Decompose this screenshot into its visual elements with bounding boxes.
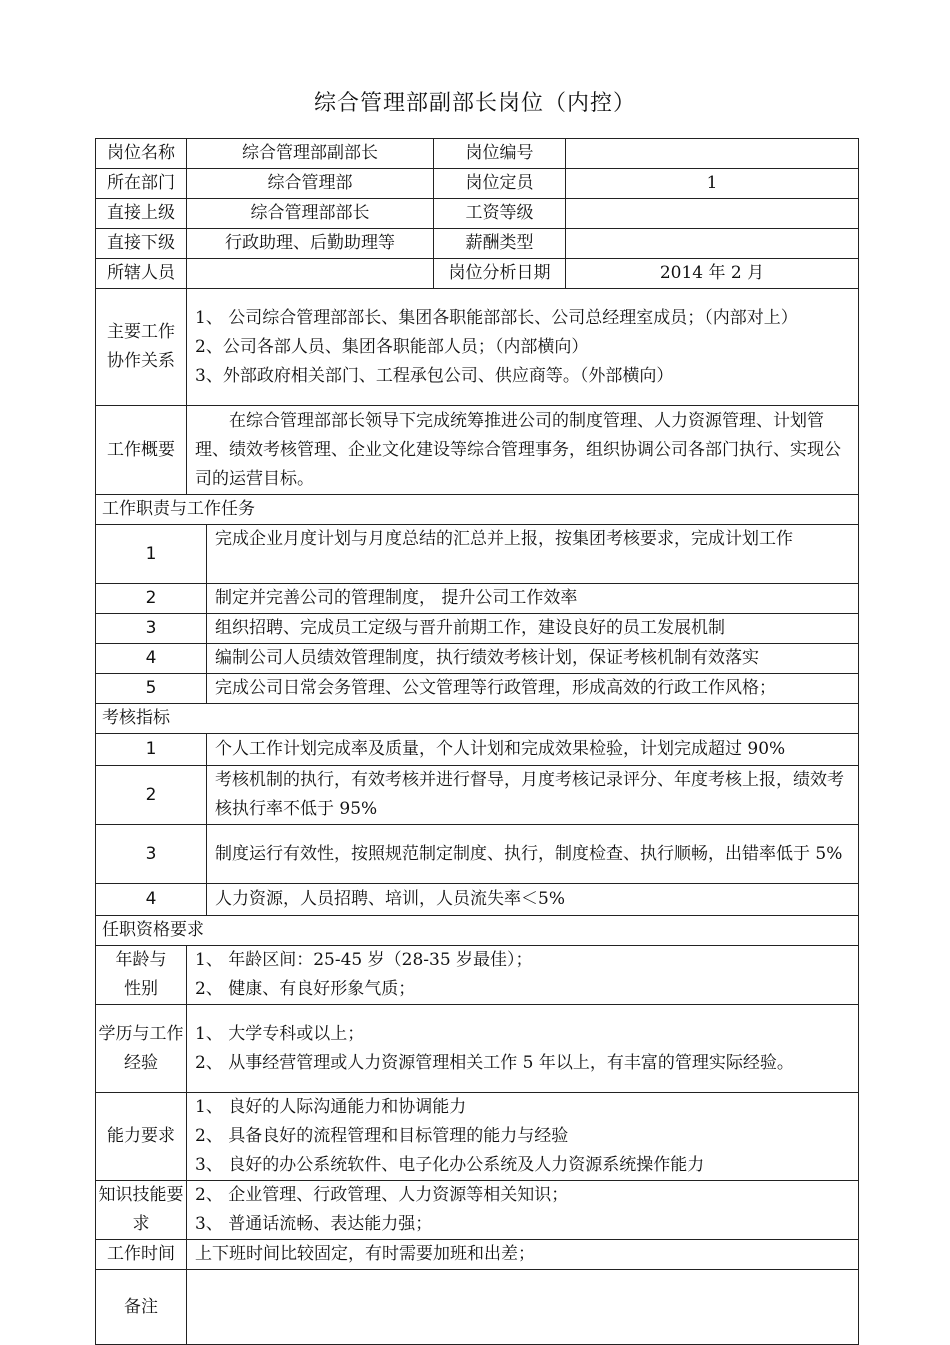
duty-number: 3	[96, 614, 207, 644]
section-title: 任职资格要求	[96, 916, 859, 946]
duty-number: 4	[96, 644, 207, 674]
qualification-content	[187, 1093, 859, 1181]
info-row-department	[96, 169, 859, 199]
info-label: 所在部门	[96, 169, 187, 199]
qualification-text: 上下班时间比较固定，有时需要加班和出差；	[187, 1240, 859, 1270]
info-label: 直接上级	[96, 199, 187, 229]
duty-number: 1	[96, 525, 207, 584]
overview-label: 工作概要	[96, 406, 187, 495]
info-value: 综合管理部副部长	[187, 139, 434, 169]
duty-text: 编制公司人员绩效管理制度，执行绩效考核计划，保证考核机制有效落实	[207, 644, 859, 674]
qualification-item: 3、 普通话流畅、表达能力强；	[195, 1214, 433, 1234]
qualification-item: 2、 健康、有良好形象气质；	[195, 979, 416, 999]
qualification-item: 2、 从事经营管理或人力资源管理相关工作 5 年以上，有丰富的管理实际经验。	[195, 1052, 794, 1073]
remark-row	[96, 1270, 859, 1345]
duty-text: 制定并完善公司的管理制度， 提升公司工作效率	[207, 584, 859, 614]
kpi-text: 人力资源，人员招聘、培训，人员流失率＜5%	[207, 884, 859, 916]
qualification-education-row	[96, 1005, 859, 1093]
duty-row	[96, 525, 859, 584]
qualification-content	[187, 1005, 859, 1093]
cooperation-label: 主要工作 协作关系	[96, 289, 187, 406]
kpi-row	[96, 884, 859, 916]
qualification-item: 2、 企业管理、行政管理、人力资源等相关知识；	[195, 1185, 569, 1205]
duty-text: 组织招聘、完成员工定级与晋升前期工作，建设良好的员工发展机制	[207, 614, 859, 644]
kpi-row	[96, 766, 859, 825]
kpi-number: 4	[96, 884, 207, 916]
qualification-label: 能力要求	[96, 1093, 187, 1181]
qualification-item: 1、 年龄区间：25-45 岁（28-35 岁最佳）；	[195, 950, 533, 970]
section-title: 工作职责与工作任务	[96, 495, 859, 525]
cooperation-item: 2、公司各部人员、集团各职能部人员；（内部横向）	[195, 336, 589, 357]
info-value: 综合管理部	[187, 169, 434, 199]
qualification-worktime-row	[96, 1240, 859, 1270]
info-label: 岗位定员	[434, 169, 566, 199]
qualification-knowledge-row	[96, 1181, 859, 1240]
cooperation-item: 1、 公司综合管理部部长、集团各职能部部长、公司总经理室成员；（内部对上）	[195, 307, 798, 328]
info-row-staff	[96, 259, 859, 289]
info-value: 行政助理、后勤助理等	[187, 229, 434, 259]
qualification-content	[187, 946, 859, 1005]
remark-text	[187, 1270, 859, 1345]
qualification-label: 知识技能要 求	[96, 1181, 187, 1240]
info-value	[566, 139, 859, 169]
qualification-item: 2、 具备良好的流程管理和目标管理的能力与经验	[195, 1126, 569, 1146]
info-value	[566, 199, 859, 229]
info-label: 岗位名称	[96, 139, 187, 169]
cooperation-row	[96, 289, 859, 406]
duty-row	[96, 584, 859, 614]
kpi-row	[96, 734, 859, 766]
duty-text: 完成企业月度计划与月度总结的汇总并上报，按集团考核要求，完成计划工作	[207, 525, 859, 584]
kpi-number: 3	[96, 825, 207, 884]
info-row-subordinate	[96, 229, 859, 259]
duty-row	[96, 644, 859, 674]
duty-number: 5	[96, 674, 207, 704]
kpi-row	[96, 825, 859, 884]
duty-row	[96, 614, 859, 644]
remark-label: 备注	[96, 1270, 187, 1345]
info-value: 1	[566, 169, 859, 199]
kpi-number: 2	[96, 766, 207, 825]
qualification-item: 1、 良好的人际沟通能力和协调能力	[195, 1097, 467, 1117]
qualification-label: 学历与工作 经验	[96, 1005, 187, 1093]
kpi-number: 1	[96, 734, 207, 766]
duty-row	[96, 674, 859, 704]
cooperation-content	[187, 289, 859, 406]
info-value	[187, 259, 434, 289]
qualification-label: 年龄与 性别	[96, 946, 187, 1005]
kpi-section-header	[96, 704, 859, 734]
info-label: 工资等级	[434, 199, 566, 229]
qualification-ability-row	[96, 1093, 859, 1181]
info-label: 岗位编号	[434, 139, 566, 169]
qualification-item: 1、 大学专科或以上；	[195, 1023, 365, 1044]
section-title: 考核指标	[96, 704, 859, 734]
info-label: 所辖人员	[96, 259, 187, 289]
kpi-text: 考核机制的执行，有效考核并进行督导，月度考核记录评分、年度考核上报，绩效考核执行率不低于 95%	[207, 766, 859, 825]
kpi-text: 个人工作计划完成率及质量，个人计划和完成效果检验，计划完成超过 90%	[207, 734, 859, 766]
qualification-age-row	[96, 946, 859, 1005]
info-value	[566, 229, 859, 259]
duty-number: 2	[96, 584, 207, 614]
qualification-item: 3、 良好的办公系统软件、电子化办公系统及人力资源系统操作能力	[195, 1155, 705, 1175]
info-row-superior	[96, 199, 859, 229]
info-value: 综合管理部部长	[187, 199, 434, 229]
kpi-text: 制度运行有效性，按照规范制定制度、执行，制度检查、执行顺畅，出错率低于 5%	[207, 825, 859, 884]
info-label: 岗位分析日期	[434, 259, 566, 289]
info-label: 薪酬类型	[434, 229, 566, 259]
duties-section-header	[96, 495, 859, 525]
qualification-content	[187, 1181, 859, 1240]
overview-text: 在综合管理部部长领导下完成统筹推进公司的制度管理、人力资源管理、计划管理、绩效考核管理、企业文化建设等综合管理事务，组织协调公司各部门执行、实现公司的运营目标。	[187, 406, 859, 495]
info-row-position-name	[96, 139, 859, 169]
cooperation-item: 3、外部政府相关部门、工程承包公司、供应商等。（外部横向）	[195, 365, 674, 386]
job-description-table	[95, 138, 859, 1345]
page-title: 综合管理部副部长岗位（内控）	[313, 91, 636, 116]
info-label: 直接下级	[96, 229, 187, 259]
info-value: 2014 年 2 月	[566, 259, 859, 289]
duty-text: 完成公司日常会务管理、公文管理等行政管理，形成高效的行政工作风格；	[207, 674, 859, 704]
qualification-section-header	[96, 916, 859, 946]
qualification-label: 工作时间	[96, 1240, 187, 1270]
overview-row	[96, 406, 859, 495]
